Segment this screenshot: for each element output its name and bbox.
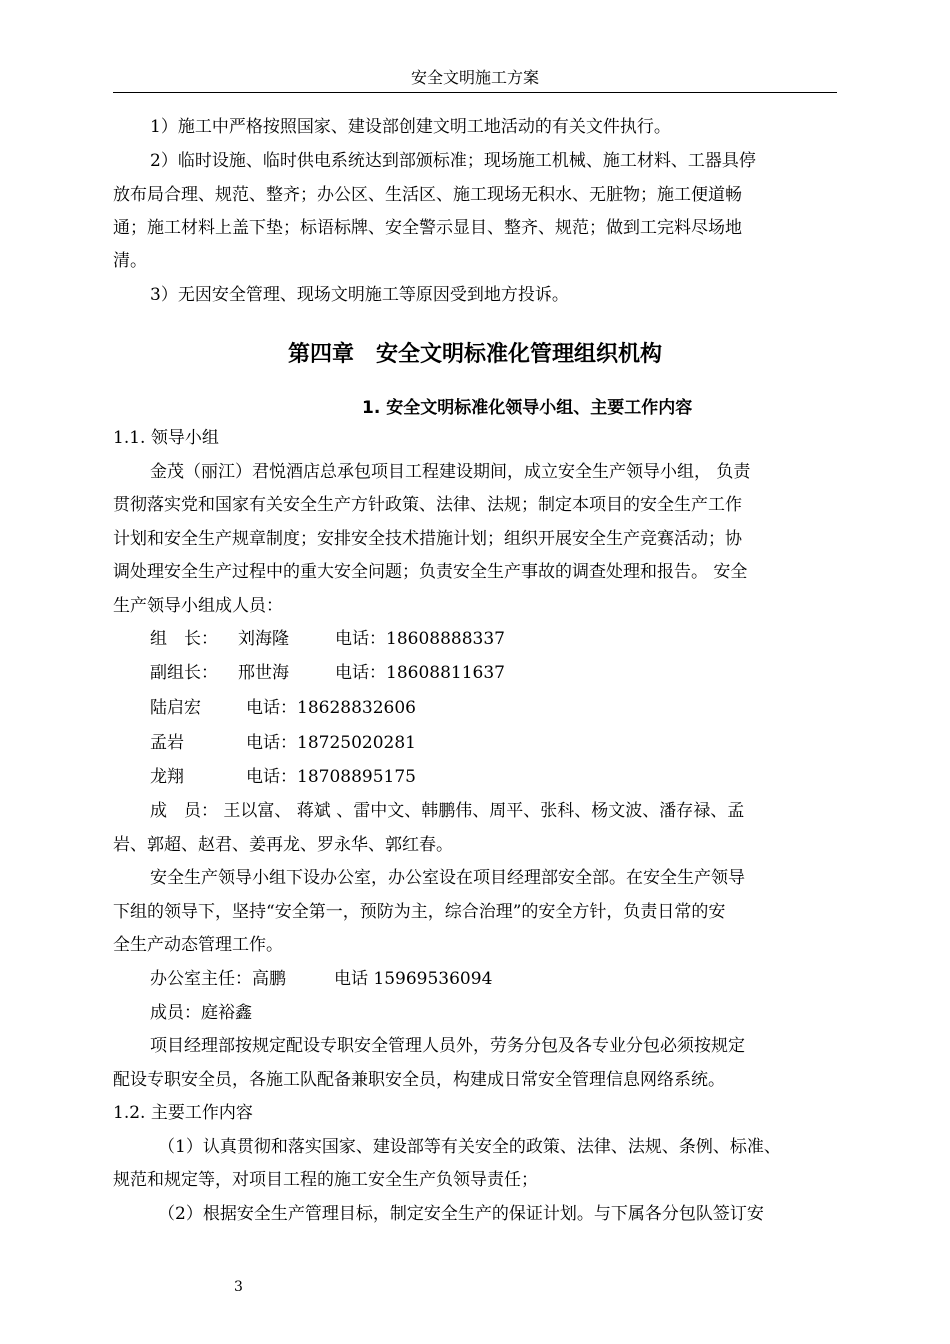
paragraph-line: （1）认真贯彻和落实国家、建设部等有关安全的政策、法律、法规、条例、标准、 (158, 1137, 781, 1157)
member-row (150, 732, 837, 754)
member-row (150, 662, 837, 684)
page-header (113, 64, 837, 93)
member-phone: 电话：18725020281 (246, 733, 416, 753)
paragraph-line: 项目经理部按规定配设专职安全管理人员外，劳务分包及各专业分包必须按规定 (150, 1036, 745, 1056)
member-phone: 电话：18608888337 (335, 629, 505, 649)
section-title: 1. 安全文明标准化领导小组、主要工作内容 (362, 398, 693, 418)
paragraph-line: 计划和安全生产规章制度；安排安全技术措施计划；组织开展安全生产竞赛活动；协 (113, 529, 742, 549)
paragraph-line: 成 员： 王以富、 蒋斌 、雷中文、韩鹏伟、周平、张科、杨文波、潘存禄、孟 (150, 801, 745, 821)
paragraph-line: 清。 (113, 251, 147, 271)
member-row (150, 628, 837, 650)
paragraph-line: 通；施工材料上盖下垫；标语标牌、安全警示显目、整齐、规范；做到工完料尽场地 (113, 218, 742, 238)
paragraph-line: （2）根据安全生产管理目标，制定安全生产的保证计划。与下属各分包队签订安 (158, 1204, 764, 1224)
paragraph-line: 规范和规定等，对项目工程的施工安全生产负领导责任； (113, 1170, 538, 1190)
subsection-title: 1.1. 领导小组 (113, 428, 219, 448)
office-director: 办公室主任：高鹏 (150, 969, 286, 989)
header-title: 安全文明施工方案 (410, 68, 539, 87)
member-name: 邢世海 (238, 663, 289, 683)
office-director-phone: 电话 15969536094 (334, 969, 493, 989)
paragraph-line: 2）临时设施、临时供电系统达到部颁标准；现场施工机械、施工材料、工器具停 (150, 151, 756, 171)
paragraph-line: 配设专职安全员，各施工队配备兼职安全员，构建成日常安全管理信息网络系统。 (113, 1070, 725, 1090)
member-role: 组 长： (150, 629, 218, 649)
office-director-row (150, 968, 837, 990)
member-name: 孟岩 (150, 733, 184, 753)
member-name: 龙翔 (150, 767, 184, 787)
member-role: 副组长： (150, 663, 218, 683)
member-phone: 电话：18628832606 (246, 698, 416, 718)
office-member: 成员：庭裕鑫 (150, 1003, 252, 1023)
member-name: 刘海隆 (238, 629, 289, 649)
paragraph-line: 岩、郭超、赵君、姜再龙、罗永华、郭红春。 (113, 835, 453, 855)
paragraph-line: 放布局合理、规范、整齐；办公区、生活区、施工现场无积水、无脏物；施工便道畅 (113, 185, 742, 205)
member-phone: 电话：18608811637 (335, 663, 505, 683)
paragraph-line: 贯彻落实党和国家有关安全生产方针政策、法律、法规；制定本项目的安全生产工作 (113, 495, 742, 515)
page-number: 3 (234, 1279, 243, 1295)
paragraph-line: 下组的领导下，坚持“安全第一，预防为主，综合治理”的安全方针，负责日常的安 (113, 902, 726, 922)
member-name: 陆启宏 (150, 698, 201, 718)
paragraph-line: 金茂（丽江）君悦酒店总承包项目工程建设期间，成立安全生产领导小组， 负责 (150, 462, 751, 482)
paragraph-line: 生产领导小组成人员： (113, 596, 283, 616)
paragraph-line: 3）无因安全管理、现场文明施工等原因受到地方投诉。 (150, 285, 569, 305)
paragraph-line: 调处理安全生产过程中的重大安全问题；负责安全生产事故的调查处理和报告。 安全 (113, 562, 748, 582)
chapter-title: 第四章 安全文明标准化管理组织机构 (287, 342, 662, 367)
member-phone: 电话：18708895175 (246, 767, 416, 787)
paragraph-line: 1）施工中严格按照国家、建设部创建文明工地活动的有关文件执行。 (150, 117, 671, 137)
paragraph-line: 安全生产领导小组下设办公室，办公室设在项目经理部安全部。在安全生产领导 (150, 868, 745, 888)
member-row (150, 766, 837, 788)
paragraph-line: 全生产动态管理工作。 (113, 935, 283, 955)
subsection-title: 1.2. 主要工作内容 (113, 1103, 253, 1123)
member-row (150, 697, 837, 719)
